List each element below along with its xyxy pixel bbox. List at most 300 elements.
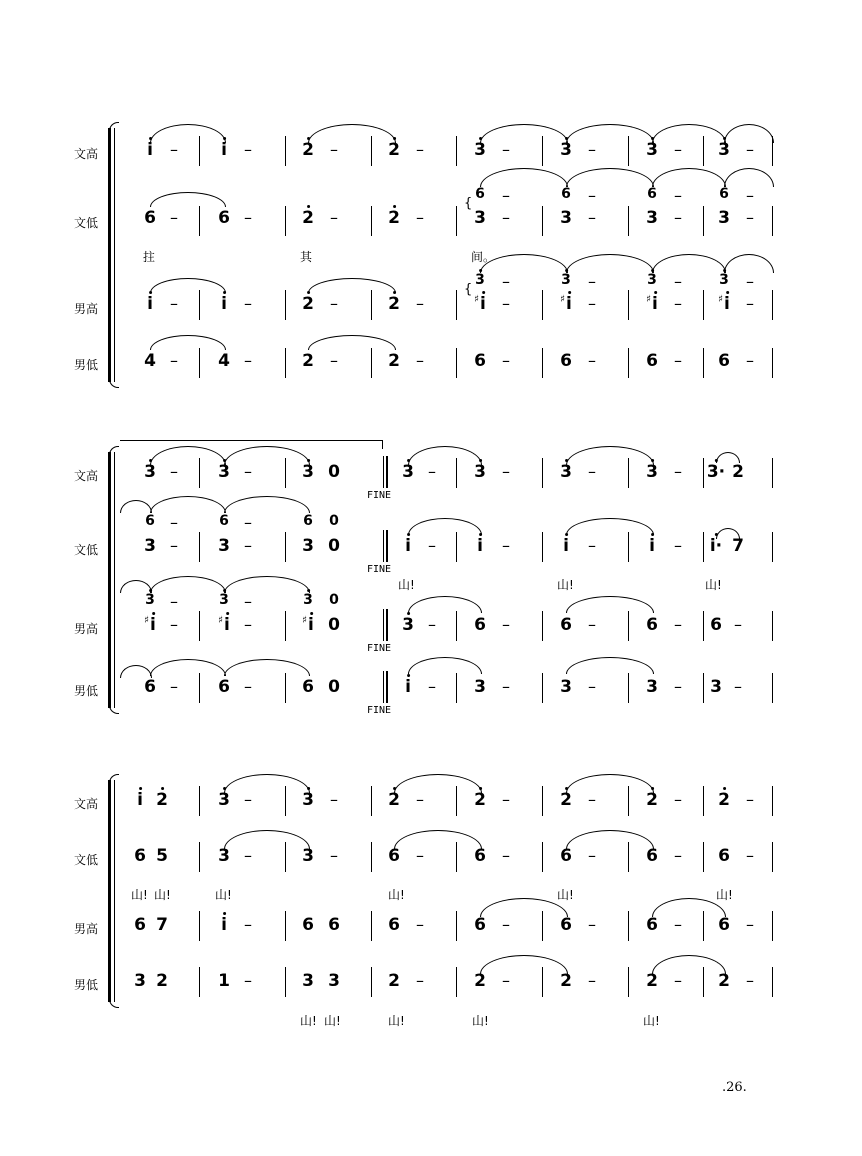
slur (224, 446, 310, 465)
note-text: 1 (218, 971, 230, 991)
note-text: – (502, 272, 510, 291)
barline (371, 967, 372, 997)
duration-dash (244, 140, 252, 159)
note-text: – (502, 294, 510, 313)
note-text: i (405, 536, 411, 556)
note-text: – (330, 351, 338, 370)
lyric: 山! (705, 578, 722, 592)
note-text: – (502, 915, 510, 934)
note-text: – (428, 615, 436, 634)
slur (150, 446, 226, 465)
note-text: 2 (302, 294, 314, 314)
note (329, 513, 339, 529)
note-text: – (416, 351, 424, 370)
barline (542, 532, 543, 562)
note-text: i (147, 294, 153, 314)
note-text: – (734, 615, 742, 634)
barline (628, 611, 629, 641)
barline (285, 611, 286, 641)
duration-dash (588, 615, 596, 634)
note-text: 3 (302, 536, 314, 556)
barline (371, 290, 372, 320)
barline (542, 458, 543, 488)
slur (224, 576, 310, 593)
note-text: 3 (474, 208, 486, 228)
barline (772, 967, 773, 997)
note (144, 536, 156, 556)
note (563, 536, 569, 556)
note (144, 208, 156, 228)
duration-dash (674, 790, 682, 809)
note-text: – (502, 677, 510, 696)
note-text: 3 (328, 971, 340, 991)
note-text: 6 (646, 615, 658, 635)
note-text: – (244, 140, 252, 159)
duration-dash (746, 294, 754, 313)
note (732, 462, 744, 482)
sharp-sign: ♯ (144, 615, 150, 626)
system-bracket (108, 452, 118, 708)
final-barline (386, 530, 388, 562)
note-text: – (746, 971, 754, 990)
alto-row (0, 208, 862, 232)
slur (480, 124, 568, 143)
duration-dash (330, 846, 338, 865)
duration-dash (674, 615, 682, 634)
part-label-alto: 文低 (74, 853, 99, 867)
note-text: 3 (474, 140, 486, 160)
note-text: – (244, 592, 252, 611)
barline (542, 290, 543, 320)
duration-dash (502, 208, 510, 227)
note-text: 4 (144, 351, 156, 371)
note-text: – (170, 536, 178, 555)
note (221, 915, 227, 935)
note-text: 6 (561, 186, 571, 202)
slur (716, 452, 740, 463)
note-text: 3 (218, 536, 230, 556)
duration-dash (244, 971, 252, 990)
note-text: – (674, 790, 682, 809)
duration-dash (588, 915, 596, 934)
note-text: i (405, 677, 411, 697)
duration-dash (674, 186, 682, 205)
duration-dash (674, 536, 682, 555)
sharp-sign: ♯ (302, 615, 308, 626)
barline (371, 348, 372, 378)
final-barline (386, 456, 388, 488)
note-text: – (674, 294, 682, 313)
note (560, 615, 572, 635)
note-text: 6 (475, 186, 485, 202)
note-text: 3 (402, 615, 414, 635)
note (718, 140, 730, 160)
note-text: 3 (145, 592, 155, 608)
duration-dash (588, 677, 596, 696)
note-text: 7 (156, 915, 168, 935)
note (328, 462, 340, 482)
note-text: – (588, 186, 596, 205)
note (156, 915, 168, 935)
duration-dash (428, 615, 436, 634)
slur (652, 254, 726, 273)
barline (285, 532, 286, 562)
note-text: – (674, 677, 682, 696)
note-text: – (746, 186, 754, 205)
bass-row (0, 677, 862, 701)
note-text: – (588, 294, 596, 313)
lyric: 山! (300, 1014, 317, 1028)
barline (542, 786, 543, 816)
barline (199, 532, 200, 562)
soprano-row (0, 462, 862, 486)
slur (224, 774, 310, 793)
note (134, 915, 146, 935)
note-text: 3 (719, 272, 729, 288)
barline (628, 290, 629, 320)
note (388, 915, 400, 935)
note-text: 3 (474, 677, 486, 697)
note (718, 971, 730, 991)
duration-dash (170, 351, 178, 370)
duration-dash (416, 351, 424, 370)
barline (703, 206, 704, 236)
lyric: 山! (716, 888, 733, 902)
lyric: 其 (300, 250, 313, 264)
note-text: – (746, 846, 754, 865)
note-text: 6 (718, 351, 730, 371)
note-text: – (244, 513, 252, 532)
note-text: 2 (156, 790, 168, 810)
note-text: i (477, 536, 483, 556)
duration-dash (170, 536, 178, 555)
barline (456, 136, 457, 166)
barline (456, 611, 457, 641)
note (560, 294, 572, 314)
duration-dash (502, 272, 510, 291)
note-text: 2 (732, 462, 744, 482)
note (302, 462, 314, 482)
note-text: – (170, 208, 178, 227)
note (707, 462, 725, 482)
note (475, 272, 485, 288)
note-text: – (734, 677, 742, 696)
system-bracket (108, 128, 118, 382)
note-text: – (244, 615, 252, 634)
note-text: – (170, 615, 178, 634)
note (218, 462, 230, 482)
note-text: – (244, 677, 252, 696)
barline (371, 786, 372, 816)
duration-dash (502, 186, 510, 205)
note (302, 790, 314, 810)
note-text: 6 (646, 846, 658, 866)
note-text: 0 (328, 536, 340, 556)
barline (628, 967, 629, 997)
note-text: 6 (388, 846, 400, 866)
barline (703, 611, 704, 641)
note (302, 351, 314, 371)
note (144, 615, 156, 635)
duration-dash (502, 790, 510, 809)
barline (371, 911, 372, 941)
note-text: 3 (646, 462, 658, 482)
note (646, 462, 658, 482)
note-text: 6 (302, 915, 314, 935)
duration-dash (416, 915, 424, 934)
note (718, 915, 730, 935)
note-text: 2 (646, 971, 658, 991)
note-text: 3 (560, 208, 572, 228)
part-label-soprano: 文高 (74, 147, 99, 161)
note-text: 2 (560, 790, 572, 810)
octave-dot (223, 912, 226, 915)
note-text: i (652, 294, 658, 314)
note (474, 140, 486, 160)
sharp-sign: ♯ (718, 294, 724, 305)
note-text: 3 (218, 462, 230, 482)
slur (224, 830, 310, 849)
note-text: – (588, 846, 596, 865)
octave-dot (310, 612, 313, 615)
note-text: i (308, 615, 314, 635)
slur (394, 774, 482, 793)
note-text: 3 (474, 462, 486, 482)
note-text: – (674, 536, 682, 555)
slur (408, 446, 482, 465)
note (329, 592, 339, 608)
duration-dash (330, 294, 338, 313)
duration-dash (588, 208, 596, 227)
note (646, 208, 658, 228)
note (218, 677, 230, 697)
note-text: – (244, 971, 252, 990)
duration-dash (416, 208, 424, 227)
tenor-row (0, 615, 862, 639)
note (328, 677, 340, 697)
note-text: i (563, 536, 569, 556)
part-label-tenor: 男高 (74, 302, 99, 316)
note-text: 2 (302, 351, 314, 371)
note-text: – (674, 615, 682, 634)
note-text: 3 (646, 208, 658, 228)
note (144, 351, 156, 371)
note (646, 790, 658, 810)
note (156, 846, 168, 866)
note (302, 208, 314, 228)
octave-dot (726, 291, 729, 294)
final-barline (383, 456, 384, 488)
octave-dot (723, 787, 726, 790)
note (474, 846, 486, 866)
barline (199, 967, 200, 997)
note (302, 536, 314, 556)
note-text: 6 (218, 677, 230, 697)
duration-dash (588, 351, 596, 370)
barline (285, 911, 286, 941)
note-text: – (170, 592, 178, 611)
note (388, 971, 400, 991)
note (218, 846, 230, 866)
note-text: 6 (560, 915, 572, 935)
note (560, 846, 572, 866)
note-text: 6 (560, 351, 572, 371)
barline (772, 842, 773, 872)
note-text: – (244, 536, 252, 555)
tenor-row (0, 294, 862, 318)
note (732, 536, 744, 556)
duration-dash (502, 615, 510, 634)
barline (703, 786, 704, 816)
note (405, 536, 411, 556)
note (718, 846, 730, 866)
note (218, 971, 230, 991)
lyric: 山! (398, 578, 415, 592)
note (474, 208, 486, 228)
note-text: 6 (646, 351, 658, 371)
note-text: 3 (560, 140, 572, 160)
barline (199, 911, 200, 941)
slur (308, 335, 396, 350)
duration-dash (502, 351, 510, 370)
note (561, 186, 571, 202)
final-barline (386, 609, 388, 641)
part-label-bass: 男低 (74, 978, 99, 992)
barline (703, 458, 704, 488)
tenor-upper-row (0, 272, 862, 296)
note (560, 208, 572, 228)
slur (308, 124, 396, 143)
slur (150, 124, 226, 143)
bass-row (0, 351, 862, 375)
note-text: i (221, 140, 227, 160)
note-text: – (330, 846, 338, 865)
barline (456, 206, 457, 236)
note-text: 6 (144, 677, 156, 697)
note-text: – (416, 140, 424, 159)
note (646, 971, 658, 991)
barline (703, 842, 704, 872)
note-text: 0 (328, 462, 340, 482)
note (646, 677, 658, 697)
duration-dash (734, 677, 742, 696)
note (134, 846, 146, 866)
note (303, 592, 313, 608)
barline (199, 842, 200, 872)
duration-dash (244, 208, 252, 227)
barline (456, 290, 457, 320)
duration-dash (502, 536, 510, 555)
barline (456, 348, 457, 378)
note-text: – (428, 677, 436, 696)
duration-dash (244, 915, 252, 934)
note (302, 677, 314, 697)
slur (724, 168, 774, 187)
note (302, 294, 314, 314)
slur (566, 254, 654, 273)
note-text: 3 (302, 971, 314, 991)
note-text: – (244, 790, 252, 809)
note-text: 6 (134, 846, 146, 866)
note-text: 2 (388, 351, 400, 371)
fine-marking: FINE (367, 564, 392, 575)
final-barline (386, 671, 388, 703)
note-text: 2 (156, 971, 168, 991)
note (147, 294, 153, 314)
note (388, 294, 400, 314)
final-barline (383, 671, 384, 703)
lyric: 山! (557, 578, 574, 592)
note-text: 3 (302, 846, 314, 866)
fine-marking: FINE (367, 643, 392, 654)
duration-dash (746, 186, 754, 205)
note-text: – (588, 790, 596, 809)
duration-dash (416, 971, 424, 990)
note-text: – (244, 351, 252, 370)
note-text: – (588, 615, 596, 634)
note-text: 3 (302, 462, 314, 482)
part-label-tenor: 男高 (74, 622, 99, 636)
note (646, 615, 658, 635)
note-text: 6 (474, 846, 486, 866)
note-text: – (588, 915, 596, 934)
soprano-row (0, 790, 862, 814)
note-text: – (416, 971, 424, 990)
duration-dash (170, 615, 178, 634)
note-text: – (674, 971, 682, 990)
barline (628, 673, 629, 703)
barline (285, 136, 286, 166)
note (402, 615, 414, 635)
duration-dash (244, 351, 252, 370)
duration-dash (416, 294, 424, 313)
note-text: 6 (718, 915, 730, 935)
barline (542, 611, 543, 641)
slur (480, 168, 568, 187)
note-text: – (244, 294, 252, 313)
note-text: – (674, 846, 682, 865)
duration-dash (588, 971, 596, 990)
barline (772, 911, 773, 941)
note-text: – (746, 272, 754, 291)
duration-dash (170, 208, 178, 227)
barline (703, 348, 704, 378)
note (388, 140, 400, 160)
note-text: – (588, 208, 596, 227)
note-text: – (502, 846, 510, 865)
note-text: 3 (475, 272, 485, 288)
note (156, 971, 168, 991)
octave-dot (482, 291, 485, 294)
lyric: 山! (215, 888, 232, 902)
note-text: – (674, 186, 682, 205)
part-label-alto: 文低 (74, 216, 99, 230)
note-text: – (746, 790, 754, 809)
volta-bracket-end (382, 440, 383, 449)
slur (566, 124, 654, 143)
note-text: – (502, 615, 510, 634)
note (560, 462, 572, 482)
slur (394, 830, 482, 849)
note (718, 790, 730, 810)
lyric: 山! (388, 888, 405, 902)
note-text: 2 (718, 971, 730, 991)
note (134, 971, 146, 991)
note (719, 272, 729, 288)
note-text: 3 (144, 462, 156, 482)
note-text: – (502, 971, 510, 990)
part-label-alto: 文低 (74, 543, 99, 557)
